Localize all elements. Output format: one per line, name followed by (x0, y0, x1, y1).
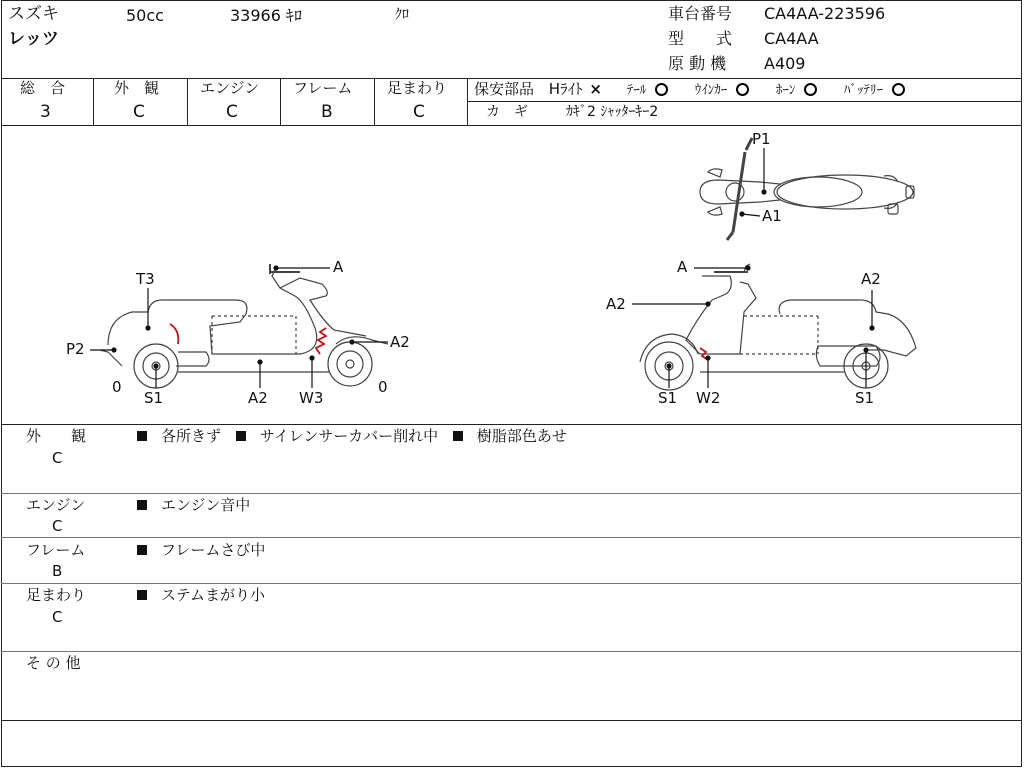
grade-label-engine: エンジン (200, 79, 260, 97)
comment-item: サイレンサーカバー削れ中 (259, 427, 439, 445)
comment-grade: C (52, 449, 63, 467)
grade-label-exterior: 外 観 (114, 79, 160, 97)
label-s1-left-view: S1 (144, 389, 164, 407)
grade-value-engine: C (226, 102, 238, 122)
comment-items (137, 498, 250, 513)
comment-item: エンジン音中 (161, 496, 251, 514)
frame-no: CA4AA-223596 (764, 4, 886, 23)
safety-label: 保安部品 (474, 80, 535, 98)
divider (1, 651, 1022, 652)
label-a2-right-view-right: A2 (861, 270, 881, 288)
bullet-icon (236, 431, 246, 441)
comment-items (137, 429, 567, 444)
grade-label-overall: 総 合 (20, 79, 66, 97)
horn-label: ﾎｰﾝ (775, 83, 796, 98)
comment-label: エンジン (26, 496, 86, 514)
label-a1: A1 (762, 207, 782, 225)
engine-label: 原 動 機 (668, 54, 727, 73)
tail-label: ﾃｰﾙ (626, 83, 647, 98)
bullet-icon (453, 431, 463, 441)
label-a2-left-view: A2 (390, 333, 410, 351)
grade-value-exterior: C (133, 102, 145, 122)
label-w3: W3 (299, 389, 324, 407)
winker-label: ｳｲﾝｶｰ (694, 83, 728, 98)
bullet-icon (137, 590, 147, 600)
divider (1, 424, 1022, 425)
label-a-right: A (677, 258, 688, 276)
comment-item: フレームさび中 (161, 541, 266, 559)
label-p1: P1 (752, 130, 771, 148)
label-a-left: A (333, 258, 344, 276)
displacement: 50cc (126, 6, 164, 25)
bullet-icon (137, 545, 147, 555)
comment-grade: B (52, 562, 63, 580)
label-zero-left: 0 (112, 378, 122, 396)
damage-mark-w3 (316, 328, 326, 354)
divider (1, 720, 1022, 721)
top-view-scooter (700, 138, 914, 240)
grade-label-suspension: 足まわり (387, 79, 448, 97)
comment-label: フレーム (26, 541, 86, 559)
label-a2-bottom: A2 (248, 389, 268, 407)
label-p2: P2 (66, 340, 85, 358)
label-w2: W2 (696, 389, 721, 407)
type-label: 型 式 (668, 29, 733, 48)
headlight-ng-mark: × (589, 80, 602, 98)
label-t3: T3 (136, 270, 155, 288)
comment-items (137, 588, 265, 603)
bullet-icon (137, 500, 147, 510)
label-s1-right-view-left: S1 (658, 389, 678, 407)
divider (1, 493, 1022, 494)
comment-item: 各所きず (161, 427, 222, 445)
keys-label: カ ギ (486, 104, 528, 120)
grade-value-suspension: C (413, 102, 425, 122)
headlight-label: Hﾗｲﾄ (548, 80, 583, 98)
color: ｸﾛ (395, 7, 409, 23)
label-a2-right-view-left: A2 (606, 295, 626, 313)
model-name: レッツ (8, 29, 59, 49)
comment-label: 外 観 (26, 427, 87, 445)
divider (1, 537, 1022, 538)
engine-value: A409 (764, 54, 806, 73)
grade-label-frame: フレーム (293, 79, 353, 97)
frame-no-label: 車台番号 (668, 4, 733, 23)
comment-label: そ の 他 (26, 654, 81, 672)
maker-name: スズキ (8, 4, 59, 24)
grade-value-overall: 3 (40, 102, 51, 122)
comment-item: ステムまがり小 (161, 586, 265, 604)
mileage: 33966 ｷﾛ (230, 6, 302, 25)
keys-value: ｶｷﾞ2 ｼｬｯﾀｰｷｰ2 (566, 104, 659, 120)
comment-grade: C (52, 517, 63, 535)
bullet-icon (137, 431, 147, 441)
battery-label: ﾊﾞｯﾃﾘｰ (843, 83, 883, 98)
type-value: CA4AA (764, 29, 819, 48)
comment-grade: C (52, 608, 63, 626)
damage-mark-t3 (170, 324, 178, 344)
divider (1, 583, 1022, 584)
comment-item: 樹脂部色あせ (476, 427, 567, 445)
comment-items (137, 543, 265, 558)
label-zero-right: 0 (378, 378, 388, 396)
grade-value-frame: B (321, 102, 333, 122)
label-s1-right-view-right: S1 (855, 389, 875, 407)
comment-label: 足まわり (26, 586, 87, 604)
